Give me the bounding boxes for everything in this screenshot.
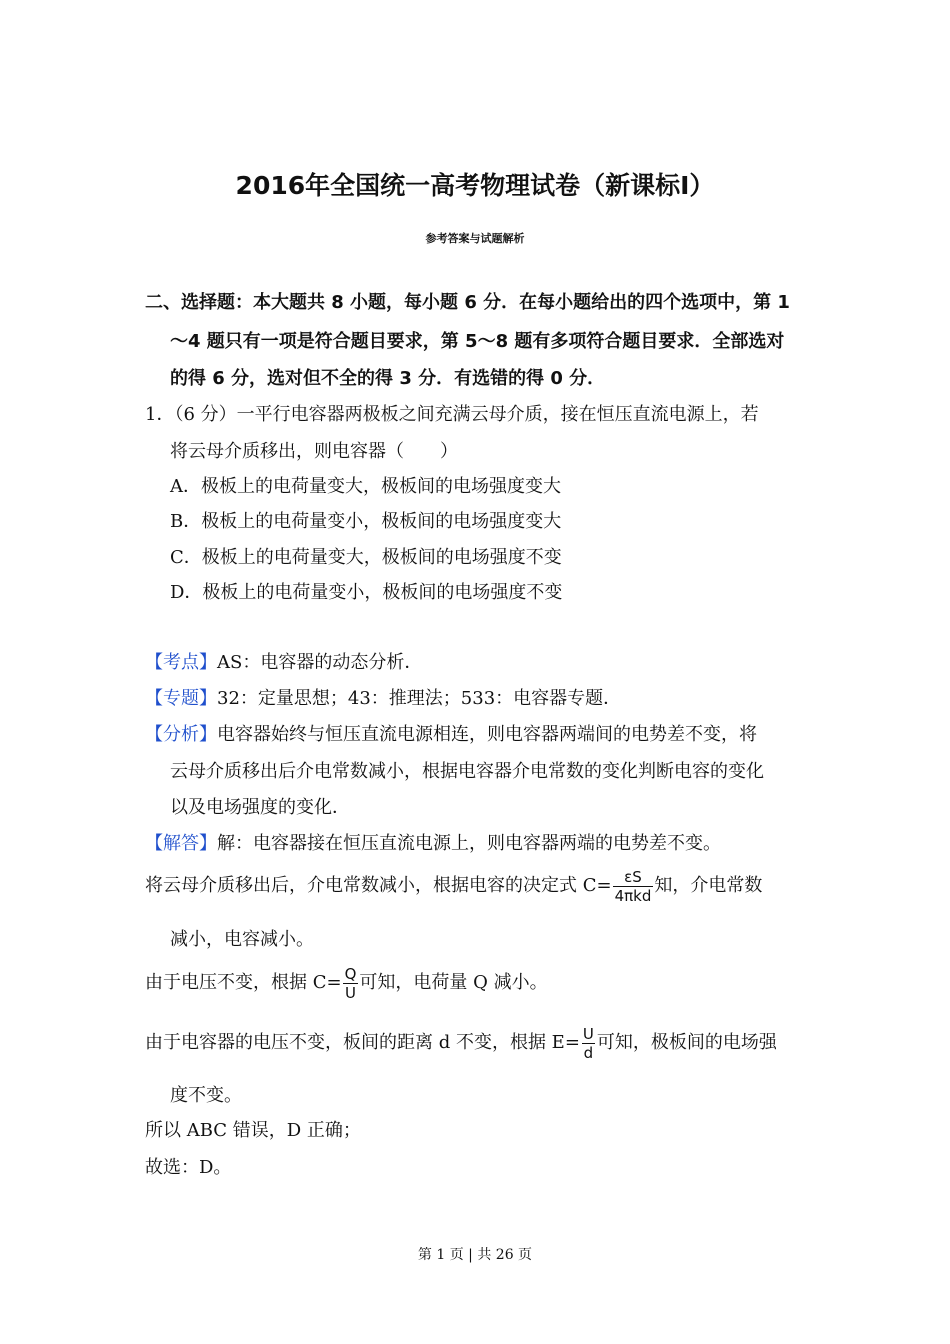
fraction-denominator: U xyxy=(344,983,356,1002)
fenxi-line-3: 以及电场强度的变化． xyxy=(170,797,350,818)
page-footer: 第 1 页 | 共 26 页 xyxy=(417,1247,533,1263)
fraction-numerator: U xyxy=(582,1024,594,1043)
fenxi-text-1: 电容器始终与恒压直流电源相连，则电容器两端间的电势差不变，将 xyxy=(217,724,757,745)
fraction-numerator: Q xyxy=(344,964,357,983)
fenxi-line-1 xyxy=(145,720,757,746)
u-over-d-fraction xyxy=(581,1025,596,1062)
step-1-pre: 将云母介质移出后，介电常数减小，根据电容的决定式 C= xyxy=(145,875,612,896)
kaodian-line xyxy=(145,648,422,674)
step-2-pre: 由于电压不变，根据 C= xyxy=(145,972,342,993)
zhuanti-line xyxy=(145,684,621,710)
q-over-u-fraction xyxy=(343,965,359,1002)
jieda-line xyxy=(145,829,721,855)
section-instruction-line-2: ～4 题只有一项是符合题目要求，第 5～8 题有多项符合题目要求．全部选对 xyxy=(170,331,785,352)
question-stem-line-2: 将云母介质移出，则电容器（ ） xyxy=(170,441,458,462)
kaodian-label: 【考点】 xyxy=(145,652,217,673)
option-b: B．极板上的电荷量变小，极板间的电场强度变大 xyxy=(170,511,562,532)
step-1-line-1 xyxy=(145,866,762,906)
step-1-post: 知，介电常数 xyxy=(654,875,763,896)
page-subtitle: 参考答案与试题解析 xyxy=(425,232,525,245)
fraction-denominator: d xyxy=(583,1043,594,1062)
step-3-pre: 由于电容器的电压不变，板间的距离 d 不变，根据 E= xyxy=(145,1032,580,1053)
answer-line: 故选：D。 xyxy=(145,1157,232,1178)
page-title: 2016年全国统一高考物理试卷（新课标Ⅰ） xyxy=(235,171,715,200)
step-3-line-2: 度不变。 xyxy=(170,1085,242,1106)
fenxi-line-2: 云母介质移出后介电常数减小，根据电容器介电常数的变化判断电容的变化 xyxy=(170,761,764,782)
jieda-label: 【解答】 xyxy=(145,833,217,854)
step-3-post: 可知，极板间的电场强 xyxy=(596,1032,777,1053)
question-stem-line-1: 1．（6 分）一平行电容器两极板之间充满云母介质，接在恒压直流电源上，若 xyxy=(145,404,759,425)
section-instruction-line-3: 的得 6 分，选对但不全的得 3 分．有选错的得 0 分． xyxy=(170,368,606,389)
option-a: A．极板上的电荷量变大，极板间的电场强度变大 xyxy=(170,476,561,497)
fraction-denominator: 4πkd xyxy=(614,886,652,905)
step-1-line-2: 减小，电容减小。 xyxy=(170,929,314,950)
jieda-text: 解：电容器接在恒压直流电源上，则电容器两端的电势差不变。 xyxy=(217,833,721,854)
option-c: C．极板上的电荷量变大，极板间的电场强度不变 xyxy=(170,547,562,568)
conclusion-line: 所以 ABC 错误，D 正确； xyxy=(145,1120,361,1141)
step-2-line xyxy=(145,963,548,1003)
kaodian-text: AS：电容器的动态分析． xyxy=(217,652,423,673)
step-3-line-1 xyxy=(145,1023,777,1063)
capacitance-formula-fraction xyxy=(613,868,654,905)
section-instruction-line-1: 二、选择题：本大题共 8 小题，每小题 6 分．在每小题给出的四个选项中，第 1 xyxy=(145,292,790,313)
zhuanti-text: 32：定量思想；43：推理法；533：电容器专题． xyxy=(217,688,622,709)
option-d: D．极板上的电荷量变小，极板间的电场强度不变 xyxy=(170,582,563,603)
zhuanti-label: 【专题】 xyxy=(145,688,217,709)
fenxi-label: 【分析】 xyxy=(145,724,217,745)
step-2-post: 可知，电荷量 Q 减小。 xyxy=(359,972,548,993)
fraction-numerator: εS xyxy=(624,867,642,886)
